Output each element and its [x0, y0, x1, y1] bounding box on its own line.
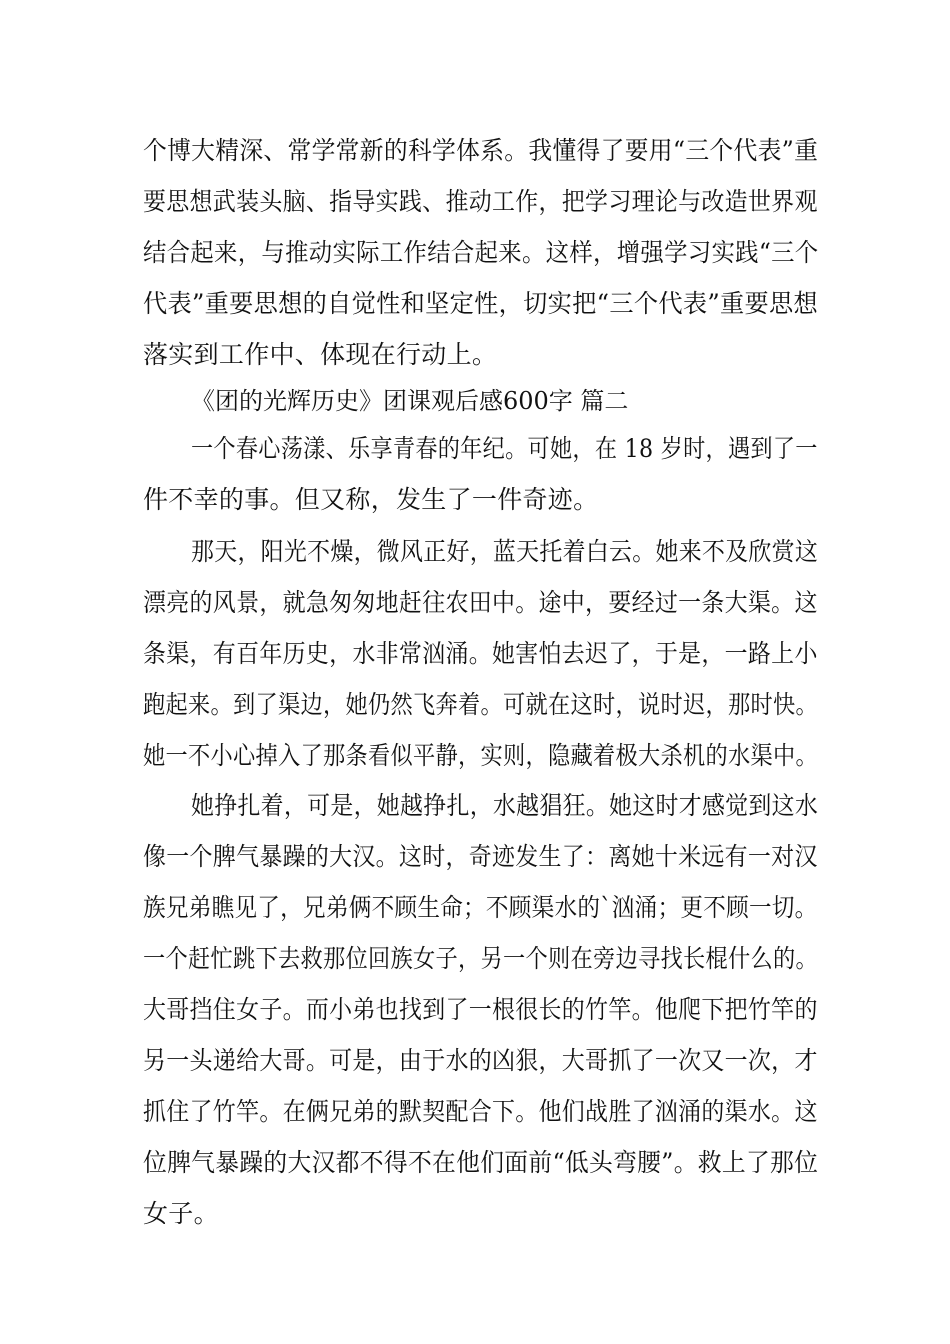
paragraph-first-line: 那天，阳光不燥，微风正好，蓝天托着白云。她来不及欣赏这 — [191, 537, 819, 566]
section-heading: 《团的光辉历史》团课观后感600字 篇二 — [191, 387, 629, 415]
body-text-line: 位脾气暴躁的大汉都不得不在他们面前“低头弯腰”。救上了那位 — [143, 1148, 819, 1177]
body-text-line: 女子。 — [143, 1199, 219, 1228]
body-text-line: 漂亮的风景，就急匆匆地赶往农田中。途中，要经过一条大渠。这 — [143, 588, 818, 617]
body-text-line: 像一个脾气暴躁的大汉。这时，奇迹发生了：离她十米远有一对汉 — [143, 842, 818, 871]
body-text-line: 抓住了竹竿。在俩兄弟的默契配合下。他们战胜了汹涌的渠水。这 — [143, 1097, 818, 1126]
body-text-line: 件不幸的事。但又称，发生了一件奇迹。 — [143, 485, 599, 514]
paragraph-first-line: 一个春心荡漾、乐享青春的年纪。可她，在 18 岁时，遇到了一 — [191, 434, 818, 463]
body-text-line: 跑起来。到了渠边，她仍然飞奔着。可就在这时，说时迟，那时快。 — [143, 690, 818, 719]
body-text-line: 结合起来，与推动实际工作结合起来。这样，增强学习实践“三个 — [143, 238, 819, 267]
body-text-line: 条渠，有百年历史，水非常汹涌。她害怕去迟了，于是，一路上小 — [143, 639, 818, 668]
body-text-line: 她一不小心掉入了那条看似平静，实则，隐藏着极大杀机的水渠中。 — [143, 741, 818, 770]
body-text-line: 代表”重要思想的自觉性和坚定性，切实把“三个代表”重要思想 — [143, 289, 819, 318]
body-text-line: 一个赶忙跳下去救那位回族女子，另一个则在旁边寻找长棍什么的。 — [143, 944, 818, 973]
body-text-line: 大哥挡住女子。而小弟也找到了一根很长的竹竿。他爬下把竹竿的 — [143, 995, 818, 1024]
body-text-line: 族兄弟瞧见了，兄弟俩不顾生命；不顾渠水的`汹涌；更不顾一切。 — [143, 893, 818, 922]
body-text-line: 另一头递给大哥。可是，由于水的凶狠，大哥抓了一次又一次，才 — [143, 1046, 818, 1075]
body-text-line: 个博大精深、常学常新的科学体系。我懂得了要用“三个代表”重 — [143, 136, 819, 165]
body-text-line: 落实到工作中、体现在行动上。 — [143, 340, 498, 369]
body-text-line: 要思想武装头脑、指导实践、推动工作，把学习理论与改造世界观 — [143, 187, 818, 216]
paragraph-first-line: 她挣扎着，可是，她越挣扎，水越猖狂。她这时才感觉到这水 — [191, 791, 819, 820]
